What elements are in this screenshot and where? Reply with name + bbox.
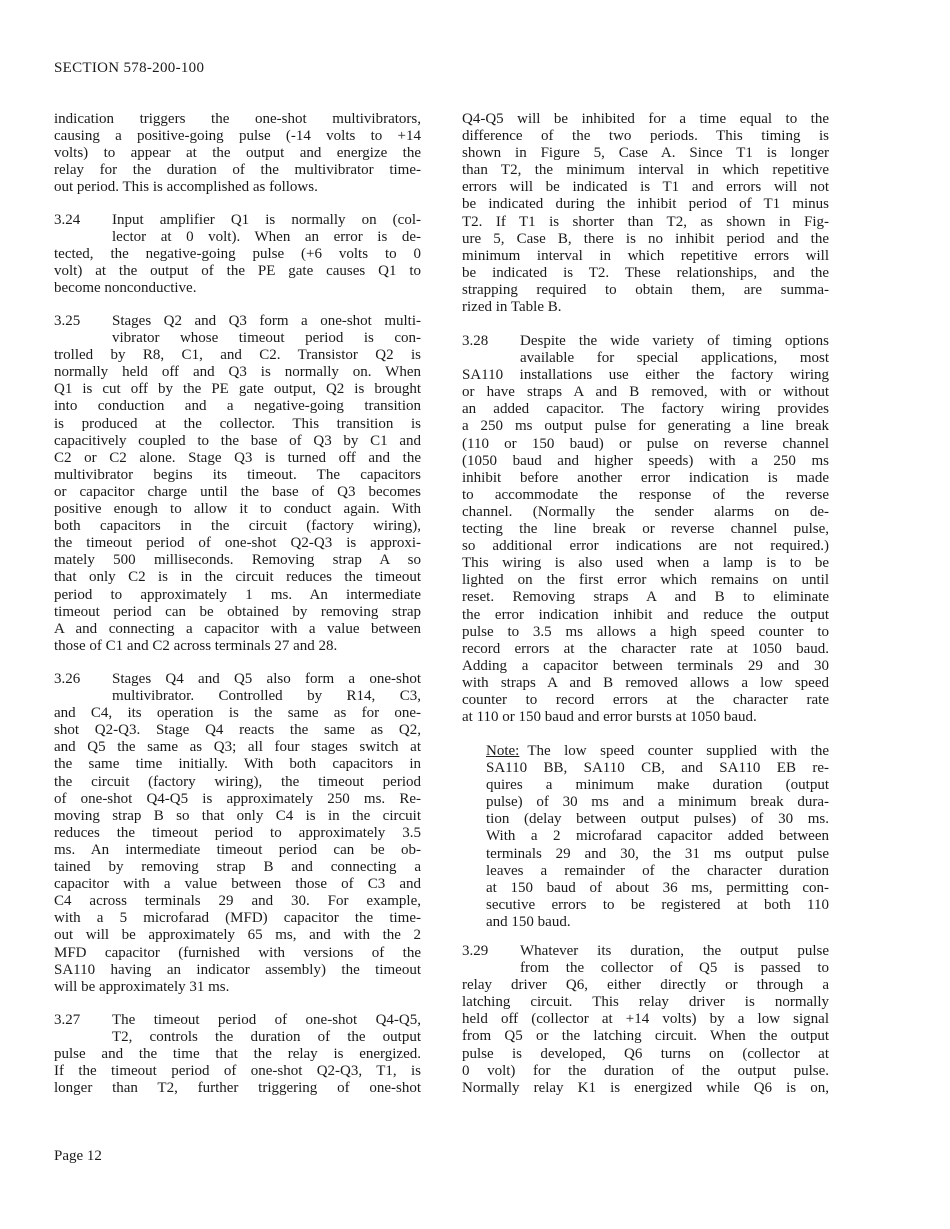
line-text: Despite the wide variety of timing options — [520, 333, 829, 349]
section-3-24 — [54, 212, 421, 297]
text-line — [486, 743, 829, 760]
text-line: that only C2 is in the circuit reduces the timeout — [54, 569, 421, 586]
text-line: This wiring is also used when a lamp is to be — [462, 555, 829, 572]
text-line: period to approximately 1 ms. An intermediate — [54, 586, 421, 603]
text-line — [54, 212, 421, 229]
text-line: timeout period can be obtained by removing strap — [54, 603, 421, 620]
text-line: an added capacitor. The factory wiring provides — [462, 401, 829, 418]
text-line: secutive errors to be registered at both 110 — [486, 896, 829, 913]
text-line: pulse and the time that the relay is energized. — [54, 1046, 421, 1063]
text-line: than T2, the minimum interval in which repetitive — [462, 162, 829, 179]
text-line: those of C1 and C2 across terminals 27 and 28. — [54, 637, 338, 654]
line-text: Input amplifier Q1 is normally on (col- — [112, 212, 421, 228]
text-line: counter to record errors at the character rate — [462, 691, 829, 708]
text-line: lector at 0 volt). When an error is de- — [112, 229, 421, 246]
text-line: moving strap B so that only C4 is in the circuit — [54, 807, 421, 824]
text-line: (1050 baud and higher speeds) with a 250 ms — [462, 452, 829, 469]
paragraph-number: 3.28 — [462, 333, 489, 349]
text-line: out will be approximately 65 ms, and with the 2 — [54, 927, 421, 944]
text-line — [462, 943, 829, 960]
text-line: MFD capacitor (furnished with versions of the — [54, 944, 421, 961]
text-line: pulse is developed, Q6 turns on (collector at — [462, 1045, 829, 1062]
line-text: Stages Q4 and Q5 also form a one-shot — [112, 671, 421, 687]
text-line: strapping required to obtain them, are summa- — [462, 281, 829, 298]
text-line: the timeout period of one-shot Q2-Q3 is approxi- — [54, 535, 421, 552]
text-line: With a 2 microfarad capacitor added between — [486, 828, 829, 845]
text-line: with a 5 microfarad (MFD) capacitor the time- — [54, 910, 421, 927]
text-line: latching circuit. This relay driver is normally — [462, 994, 829, 1011]
text-line: rized in Table B. — [462, 299, 562, 316]
text-line: SA110 having an indicator assembly) the timeout — [54, 961, 421, 978]
text-line: volt) at the output of the PE gate causes Q1 to — [54, 263, 421, 280]
text-line: into conduction and a negative-going transition — [54, 398, 421, 415]
text-line: is produced at the collector. This transition is — [54, 415, 421, 432]
text-line: become nonconductive. — [54, 280, 197, 297]
text-line: leaves a remainder of the character duration — [486, 862, 829, 879]
text-line: the error indication inhibit and reduce the output — [462, 606, 829, 623]
text-line: tained by removing strap B and connecting a — [54, 859, 421, 876]
section-3-28 — [462, 333, 829, 726]
text-line: or capacitor charge until the base of Q3 becomes — [54, 483, 421, 500]
text-line: Adding a capacitor between terminals 29 and 30 — [462, 657, 829, 674]
text-line: If the timeout period of one-shot Q2-Q3, T1, is — [54, 1063, 421, 1080]
line-text: Whatever its duration, the output pulse — [520, 943, 829, 959]
text-line: volts) to appear at the output and energize the — [54, 145, 421, 162]
text-line: mately 500 milliseconds. Removing strap A so — [54, 552, 421, 569]
text-line: causing a positive-going pulse (-14 volts to +14 — [54, 128, 421, 145]
text-line: reduces the timeout period to approximately 3.5 — [54, 824, 421, 841]
text-line: channel. (Normally the sender alarms on de- — [462, 503, 829, 520]
text-line: T2, controls the duration of the output — [112, 1029, 421, 1046]
text-line: trolled by R8, C1, and C2. Transistor Q2 is — [54, 347, 421, 364]
text-line — [54, 671, 421, 688]
line-text: The low speed counter supplied with the — [527, 743, 829, 759]
text-line: shot Q2-Q3. Stage Q4 reacts the same as Q2, — [54, 722, 421, 739]
text-line: pulse) of 30 ms and a minimum break dura- — [486, 794, 829, 811]
text-line — [462, 333, 829, 350]
text-line: pulse to 3.5 ms allows a high speed counter to — [462, 623, 829, 640]
paragraph-number: 3.27 — [54, 1012, 81, 1028]
text-line: relay for the duration of the multivibrator time- — [54, 162, 421, 179]
text-line: at 110 or 150 baud and error bursts at 1050 baud. — [462, 709, 757, 726]
text-line: from the collector of Q5 is passed to — [520, 960, 829, 977]
text-line — [54, 1012, 421, 1029]
text-line: inhibit before another error indication is made — [462, 469, 829, 486]
text-line: Q4-Q5 will be inhibited for a time equal to the — [462, 111, 829, 127]
text-line: SA110 installations use either the factory wiring — [462, 367, 829, 384]
text-line: will be approximately 31 ms. — [54, 978, 230, 995]
text-line: indication triggers the one-shot multivibrators, — [54, 111, 421, 127]
text-line: be indicated during the inhibit period of T1 minus — [462, 196, 829, 213]
text-line: multivibrator begins its timeout. The capacitors — [54, 466, 421, 483]
note-label: Note: — [486, 743, 520, 759]
section-header: SECTION 578-200-100 — [54, 60, 205, 76]
text-line: and C4, its operation is the same as for one- — [54, 705, 421, 722]
paragraph-number: 3.25 — [54, 313, 81, 329]
text-line: both capacitors in the circuit (factory wiring), — [54, 518, 421, 535]
text-line: Normally relay K1 is energized while Q6 is on, — [462, 1079, 829, 1096]
text-line: so additional error indications are not required.) — [462, 538, 829, 555]
text-line: multivibrator. Controlled by R14, C3, — [112, 688, 421, 705]
text-line: tion (delay between output pulses) of 30 ms. — [486, 811, 829, 828]
text-line: shown in Figure 5, Case A. Since T1 is longer — [462, 145, 829, 162]
text-line: lighted on the first error which remains on until — [462, 572, 829, 589]
paragraph-number: 3.24 — [54, 212, 81, 228]
section-3-26 — [54, 671, 421, 996]
paragraph-number: 3.29 — [462, 943, 489, 959]
text-line: reset. Removing straps A and B to eliminate — [462, 589, 829, 606]
text-line: the circuit (factory wiring), the timeout period — [54, 773, 421, 790]
text-line: the same time initially. With both capacitors in — [54, 756, 421, 773]
text-line: and 150 baud. — [486, 913, 571, 930]
text-line: vibrator whose timeout period is con- — [112, 330, 421, 347]
text-line: difference of the two periods. This timing is — [462, 128, 829, 145]
text-line: relay driver Q6, either directly or through a — [462, 977, 829, 994]
section-3-27 — [54, 1012, 421, 1097]
text-line: and Q5 the same as Q3; all four stages switch at — [54, 739, 421, 756]
note-paragraph — [486, 743, 829, 931]
text-line: be indicated is T2. These relationships, and the — [462, 264, 829, 281]
text-line: minimum interval in which repetitive errors will — [462, 247, 829, 264]
text-line: tecting the line break or reverse channel pulse, — [462, 521, 829, 538]
text-line: with straps A and B removed allows a low speed — [462, 674, 829, 691]
text-line: C4 across terminals 29 and 30. For example, — [54, 893, 421, 910]
text-line: out period. This is accomplished as follows. — [54, 179, 318, 196]
text-line: 0 volt) for the duration of the output pulse. — [462, 1062, 829, 1079]
line-text: Stages Q2 and Q3 form a one-shot multi- — [112, 313, 421, 329]
text-line — [54, 313, 421, 330]
text-line: terminals 29 and 30, the 31 ms output pulse — [486, 845, 829, 862]
text-line: held off (collector at +14 volts) by a low signal — [462, 1011, 829, 1028]
text-line: (110 or 150 baud) or pulse on reverse channel — [462, 435, 829, 452]
page-number: Page 12 — [54, 1148, 102, 1164]
text-line: positive enough to allow it to conduct again. With — [54, 501, 421, 518]
text-line: record errors at the character rate at 1050 baud. — [462, 640, 829, 657]
line-text: The timeout period of one-shot Q4-Q5, — [112, 1012, 421, 1028]
section-3-29 — [462, 943, 829, 1097]
text-line: Q1 is cut off by the PE gate output, Q2 is brought — [54, 381, 421, 398]
text-line: capacitively coupled to the base of Q3 by C1 and — [54, 432, 421, 449]
text-line: of one-shot Q4-Q5 is approximately 250 ms. Re- — [54, 790, 421, 807]
text-line: to accommodate the response of the reverse — [462, 486, 829, 503]
text-line: quires a minimum make duration (output — [486, 777, 829, 794]
text-line: tected, the negative-going pulse (+6 volts to 0 — [54, 246, 421, 263]
text-line: available for special applications, most — [520, 350, 829, 367]
paragraph — [462, 111, 829, 316]
text-line: T2. If T1 is shorter than T2, as shown in Fig- — [462, 213, 829, 230]
text-line: from Q5 or the latching circuit. When the output — [462, 1028, 829, 1045]
text-line: C2 or C2 alone. Stage Q3 is turned off and the — [54, 449, 421, 466]
paragraph-number: 3.26 — [54, 671, 81, 687]
text-line: ure 5, Case B, there is no inhibit period and the — [462, 230, 829, 247]
text-line: longer than T2, further triggering of one-shot — [54, 1080, 421, 1097]
text-line: A and connecting a capacitor with a value between — [54, 620, 421, 637]
text-line: or have straps A and B removed, with or without — [462, 384, 829, 401]
section-3-25 — [54, 313, 421, 655]
text-line: ms. An intermediate timeout period can be ob- — [54, 841, 421, 858]
text-line: a 250 ms output pulse for generating a line break — [462, 418, 829, 435]
text-line: at 150 baud of about 36 ms, permitting con- — [486, 879, 829, 896]
text-line: SA110 BB, SA110 CB, and SA110 EB re- — [486, 760, 829, 777]
text-line: errors will be indicated is T1 and errors will not — [462, 179, 829, 196]
paragraph — [54, 111, 421, 196]
text-line: capacitor with a value between those of C3 and — [54, 876, 421, 893]
text-line: normally held off and Q3 is normally on. When — [54, 364, 421, 381]
